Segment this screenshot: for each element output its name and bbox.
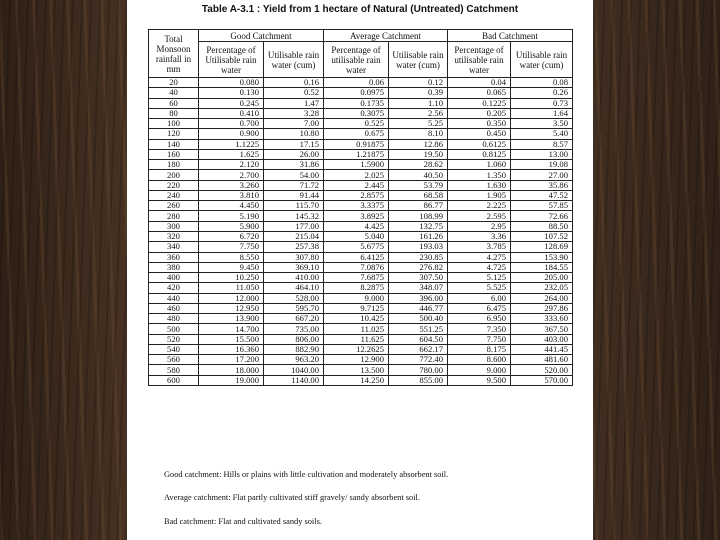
cell-good-percentage: 16.360 <box>199 344 264 354</box>
cell-average-percentage: 13.500 <box>324 365 389 375</box>
cell-average-percentage: 5.040 <box>324 231 389 241</box>
cell-bad-percentage: 2.595 <box>448 211 511 221</box>
cell-good-utilisable: 882.90 <box>264 344 324 354</box>
cell-bad-utilisable: 232.05 <box>511 283 573 293</box>
cell-bad-utilisable: 72.66 <box>511 211 573 221</box>
cell-average-utilisable: 1.10 <box>389 98 448 108</box>
cell-bad-percentage: 6.00 <box>448 293 511 303</box>
cell-average-utilisable: 772.40 <box>389 355 448 365</box>
cell-bad-utilisable: 403.00 <box>511 334 573 344</box>
note-average-catchment: Average catchment: Flat partly cultivated stiff gravely/ sandy absorbent soil. <box>164 493 420 502</box>
cell-good-utilisable: 528.00 <box>264 293 324 303</box>
table-row <box>149 252 573 262</box>
cell-good-percentage: 7.750 <box>199 242 264 252</box>
table-row <box>149 88 573 98</box>
cell-average-utilisable: 276.82 <box>389 262 448 272</box>
cell-average-percentage: 12.900 <box>324 355 389 365</box>
cell-good-utilisable: 667.20 <box>264 314 324 324</box>
header-bad-percentage: Percentage of utilisable rain water <box>448 42 511 78</box>
cell-rainfall: 320 <box>149 231 199 241</box>
cell-rainfall: 60 <box>149 98 199 108</box>
cell-good-percentage: 0.410 <box>199 108 264 118</box>
table-row <box>149 98 573 108</box>
cell-bad-percentage: 0.6125 <box>448 139 511 149</box>
cell-bad-utilisable: 35.86 <box>511 180 573 190</box>
table-row <box>149 303 573 313</box>
cell-average-utilisable: 348.07 <box>389 283 448 293</box>
cell-good-percentage: 0.245 <box>199 98 264 108</box>
cell-rainfall: 600 <box>149 375 199 385</box>
cell-average-percentage: 2.8575 <box>324 190 389 200</box>
cell-bad-utilisable: 27.00 <box>511 170 573 180</box>
table-title: Table A-3.1 : Yield from 1 hectare of Natural (Untreated) Catchment <box>201 4 519 15</box>
cell-rainfall: 340 <box>149 242 199 252</box>
cell-rainfall: 500 <box>149 324 199 334</box>
cell-bad-percentage: 0.065 <box>448 88 511 98</box>
cell-good-percentage: 3.260 <box>199 180 264 190</box>
cell-good-percentage: 5.190 <box>199 211 264 221</box>
cell-bad-utilisable: 367.50 <box>511 324 573 334</box>
cell-average-percentage: 7.6875 <box>324 273 389 283</box>
header-rainfall: Total Monsoon rainfall in mm <box>149 30 199 78</box>
header-average-utilisable: Utilisable rain water (cum) <box>389 42 448 78</box>
table-row <box>149 314 573 324</box>
cell-bad-percentage: 5.125 <box>448 273 511 283</box>
cell-bad-percentage: 7.350 <box>448 324 511 334</box>
cell-good-utilisable: 0.16 <box>264 78 324 88</box>
table-row <box>149 108 573 118</box>
cell-good-percentage: 3.810 <box>199 190 264 200</box>
cell-good-utilisable: 10.80 <box>264 129 324 139</box>
cell-bad-percentage: 1.060 <box>448 160 511 170</box>
cell-average-percentage: 10.425 <box>324 314 389 324</box>
cell-average-percentage: 3.8925 <box>324 211 389 221</box>
header-good-percentage: Percentage of Utilisable rain water <box>199 42 264 78</box>
cell-average-utilisable: 662.17 <box>389 344 448 354</box>
cell-average-utilisable: 132.75 <box>389 221 448 231</box>
cell-good-percentage: 0.080 <box>199 78 264 88</box>
cell-average-percentage: 0.3075 <box>324 108 389 118</box>
cell-good-percentage: 8.550 <box>199 252 264 262</box>
header-good-utilisable: Utilisable rain water (cum) <box>264 42 324 78</box>
table-row <box>149 242 573 252</box>
cell-rainfall: 240 <box>149 190 199 200</box>
cell-good-percentage: 6.720 <box>199 231 264 241</box>
cell-rainfall: 580 <box>149 365 199 375</box>
cell-rainfall: 100 <box>149 119 199 129</box>
cell-rainfall: 300 <box>149 221 199 231</box>
cell-good-utilisable: 115.70 <box>264 201 324 211</box>
table-row <box>149 78 573 88</box>
cell-good-percentage: 2.700 <box>199 170 264 180</box>
cell-bad-percentage: 8.600 <box>448 355 511 365</box>
cell-good-percentage: 0.900 <box>199 129 264 139</box>
cell-rainfall: 200 <box>149 170 199 180</box>
cell-bad-percentage: 3.36 <box>448 231 511 241</box>
cell-good-utilisable: 215.04 <box>264 231 324 241</box>
cell-average-percentage: 4.425 <box>324 221 389 231</box>
cell-bad-percentage: 0.8125 <box>448 149 511 159</box>
cell-bad-utilisable: 0.73 <box>511 98 573 108</box>
table-row <box>149 344 573 354</box>
cell-average-percentage: 0.675 <box>324 129 389 139</box>
cell-bad-percentage: 0.04 <box>448 78 511 88</box>
table-row <box>149 201 573 211</box>
cell-bad-percentage: 4.725 <box>448 262 511 272</box>
table-row <box>149 365 573 375</box>
cell-average-utilisable: 307.50 <box>389 273 448 283</box>
cell-average-percentage: 1.21875 <box>324 149 389 159</box>
cell-average-percentage: 0.1735 <box>324 98 389 108</box>
cell-average-percentage: 14.250 <box>324 375 389 385</box>
cell-rainfall: 260 <box>149 201 199 211</box>
cell-good-percentage: 0.130 <box>199 88 264 98</box>
cell-rainfall: 20 <box>149 78 199 88</box>
cell-average-utilisable: 68.58 <box>389 190 448 200</box>
table-row <box>149 375 573 385</box>
cell-average-utilisable: 230.85 <box>389 252 448 262</box>
cell-average-percentage: 0.91875 <box>324 139 389 149</box>
cell-good-utilisable: 177.00 <box>264 221 324 231</box>
cell-average-utilisable: 0.39 <box>389 88 448 98</box>
cell-average-percentage: 7.0876 <box>324 262 389 272</box>
cell-average-utilisable: 396.00 <box>389 293 448 303</box>
header-bad-utilisable: Utilisable rain water (cum) <box>511 42 573 78</box>
cell-average-utilisable: 855.00 <box>389 375 448 385</box>
cell-average-percentage: 2.445 <box>324 180 389 190</box>
cell-bad-utilisable: 19.08 <box>511 160 573 170</box>
cell-average-percentage: 0.06 <box>324 78 389 88</box>
cell-rainfall: 380 <box>149 262 199 272</box>
cell-good-utilisable: 71.72 <box>264 180 324 190</box>
cell-good-percentage: 0.700 <box>199 119 264 129</box>
cell-bad-percentage: 0.450 <box>448 129 511 139</box>
cell-average-utilisable: 500.40 <box>389 314 448 324</box>
table-row <box>149 170 573 180</box>
cell-average-utilisable: 19.50 <box>389 149 448 159</box>
cell-bad-utilisable: 184.55 <box>511 262 573 272</box>
cell-good-percentage: 10.250 <box>199 273 264 283</box>
cell-bad-utilisable: 107.52 <box>511 231 573 241</box>
cell-rainfall: 560 <box>149 355 199 365</box>
cell-bad-percentage: 9.500 <box>448 375 511 385</box>
table-row <box>149 293 573 303</box>
cell-bad-percentage: 6.950 <box>448 314 511 324</box>
cell-average-utilisable: 0.12 <box>389 78 448 88</box>
cell-good-percentage: 4.450 <box>199 201 264 211</box>
table-row <box>149 190 573 200</box>
cell-good-percentage: 13.900 <box>199 314 264 324</box>
cell-bad-utilisable: 13.00 <box>511 149 573 159</box>
cell-rainfall: 40 <box>149 88 199 98</box>
cell-good-utilisable: 26.00 <box>264 149 324 159</box>
cell-average-utilisable: 446.77 <box>389 303 448 313</box>
cell-good-utilisable: 595.70 <box>264 303 324 313</box>
cell-bad-utilisable: 88.50 <box>511 221 573 231</box>
cell-rainfall: 420 <box>149 283 199 293</box>
cell-good-utilisable: 257.38 <box>264 242 324 252</box>
cell-rainfall: 80 <box>149 108 199 118</box>
cell-bad-utilisable: 333.60 <box>511 314 573 324</box>
cell-average-percentage: 11.025 <box>324 324 389 334</box>
cell-good-percentage: 9.450 <box>199 262 264 272</box>
table-row <box>149 324 573 334</box>
cell-good-percentage: 1.625 <box>199 149 264 159</box>
cell-average-utilisable: 12.86 <box>389 139 448 149</box>
cell-good-utilisable: 307.80 <box>264 252 324 262</box>
cell-average-percentage: 11.625 <box>324 334 389 344</box>
cell-bad-percentage: 4.275 <box>448 252 511 262</box>
cell-bad-utilisable: 128.69 <box>511 242 573 252</box>
cell-bad-utilisable: 205.00 <box>511 273 573 283</box>
document-page <box>127 0 593 540</box>
cell-bad-utilisable: 47.52 <box>511 190 573 200</box>
cell-average-utilisable: 53.79 <box>389 180 448 190</box>
cell-rainfall: 280 <box>149 211 199 221</box>
cell-bad-utilisable: 570.00 <box>511 375 573 385</box>
cell-good-utilisable: 369.10 <box>264 262 324 272</box>
cell-average-utilisable: 8.10 <box>389 129 448 139</box>
cell-rainfall: 480 <box>149 314 199 324</box>
cell-good-percentage: 1.1225 <box>199 139 264 149</box>
cell-average-utilisable: 2.56 <box>389 108 448 118</box>
cell-bad-utilisable: 3.50 <box>511 119 573 129</box>
table-body <box>149 78 573 386</box>
cell-rainfall: 360 <box>149 252 199 262</box>
cell-average-percentage: 2.025 <box>324 170 389 180</box>
cell-average-utilisable: 40.50 <box>389 170 448 180</box>
cell-bad-utilisable: 0.26 <box>511 88 573 98</box>
table-row <box>149 355 573 365</box>
cell-good-percentage: 12.000 <box>199 293 264 303</box>
table-row <box>149 334 573 344</box>
cell-rainfall: 540 <box>149 344 199 354</box>
cell-average-utilisable: 5.25 <box>389 119 448 129</box>
table-row <box>149 129 573 139</box>
cell-average-percentage: 9.7125 <box>324 303 389 313</box>
table-row <box>149 262 573 272</box>
cell-good-utilisable: 1.47 <box>264 98 324 108</box>
cell-average-utilisable: 86.77 <box>389 201 448 211</box>
cell-good-utilisable: 1140.00 <box>264 375 324 385</box>
cell-bad-percentage: 6.475 <box>448 303 511 313</box>
cell-bad-percentage: 3.785 <box>448 242 511 252</box>
cell-good-percentage: 11.050 <box>199 283 264 293</box>
cell-average-utilisable: 161.26 <box>389 231 448 241</box>
cell-rainfall: 140 <box>149 139 199 149</box>
cell-good-utilisable: 464.10 <box>264 283 324 293</box>
header-good-catchment: Good Catchment <box>199 30 324 42</box>
cell-average-utilisable: 604.50 <box>389 334 448 344</box>
cell-good-percentage: 14.700 <box>199 324 264 334</box>
cell-bad-percentage: 7.750 <box>448 334 511 344</box>
table-row <box>149 119 573 129</box>
note-good-catchment: Good catchment: Hills or plains with little cultivation and moderately absorbent soil. <box>164 470 449 479</box>
cell-bad-utilisable: 264.00 <box>511 293 573 303</box>
cell-bad-percentage: 1.905 <box>448 190 511 200</box>
table-row <box>149 149 573 159</box>
cell-good-percentage: 5.900 <box>199 221 264 231</box>
cell-average-percentage: 0.525 <box>324 119 389 129</box>
note-bad-catchment: Bad catchment: Flat and cultivated sandy soils. <box>164 517 322 526</box>
table-row <box>149 283 573 293</box>
table-row <box>149 139 573 149</box>
cell-good-percentage: 17.200 <box>199 355 264 365</box>
table-row <box>149 160 573 170</box>
cell-bad-percentage: 0.350 <box>448 119 511 129</box>
table-row <box>149 211 573 221</box>
cell-average-percentage: 0.0975 <box>324 88 389 98</box>
cell-average-percentage: 12.2625 <box>324 344 389 354</box>
cell-good-percentage: 19.000 <box>199 375 264 385</box>
cell-good-utilisable: 54.00 <box>264 170 324 180</box>
cell-good-utilisable: 410.00 <box>264 273 324 283</box>
cell-rainfall: 400 <box>149 273 199 283</box>
cell-average-percentage: 6.4125 <box>324 252 389 262</box>
cell-bad-percentage: 2.95 <box>448 221 511 231</box>
cell-good-percentage: 15.500 <box>199 334 264 344</box>
cell-good-utilisable: 806.00 <box>264 334 324 344</box>
cell-good-percentage: 18.000 <box>199 365 264 375</box>
cell-good-percentage: 12.950 <box>199 303 264 313</box>
cell-average-utilisable: 193.03 <box>389 242 448 252</box>
cell-average-percentage: 9.000 <box>324 293 389 303</box>
cell-bad-utilisable: 441.45 <box>511 344 573 354</box>
cell-bad-utilisable: 0.08 <box>511 78 573 88</box>
cell-average-percentage: 8.2875 <box>324 283 389 293</box>
cell-bad-percentage: 1.630 <box>448 180 511 190</box>
header-average-catchment: Average Catchment <box>324 30 448 42</box>
cell-bad-percentage: 0.1225 <box>448 98 511 108</box>
cell-rainfall: 460 <box>149 303 199 313</box>
cell-bad-utilisable: 8.57 <box>511 139 573 149</box>
cell-good-utilisable: 1040.00 <box>264 365 324 375</box>
yield-table <box>148 29 573 386</box>
cell-average-utilisable: 108.99 <box>389 211 448 221</box>
cell-rainfall: 180 <box>149 160 199 170</box>
cell-bad-utilisable: 297.86 <box>511 303 573 313</box>
cell-rainfall: 440 <box>149 293 199 303</box>
cell-good-utilisable: 31.86 <box>264 160 324 170</box>
cell-rainfall: 160 <box>149 149 199 159</box>
cell-bad-percentage: 0.205 <box>448 108 511 118</box>
cell-good-utilisable: 3.28 <box>264 108 324 118</box>
cell-bad-percentage: 5.525 <box>448 283 511 293</box>
cell-average-percentage: 5.6775 <box>324 242 389 252</box>
cell-good-utilisable: 17.15 <box>264 139 324 149</box>
cell-average-utilisable: 780.00 <box>389 365 448 375</box>
table-row <box>149 180 573 190</box>
cell-good-utilisable: 0.52 <box>264 88 324 98</box>
cell-bad-utilisable: 481.60 <box>511 355 573 365</box>
header-bad-catchment: Bad Catchment <box>448 30 573 42</box>
cell-good-utilisable: 7.00 <box>264 119 324 129</box>
cell-bad-utilisable: 153.90 <box>511 252 573 262</box>
cell-good-utilisable: 145.32 <box>264 211 324 221</box>
table-row <box>149 231 573 241</box>
cell-bad-percentage: 1.350 <box>448 170 511 180</box>
cell-rainfall: 220 <box>149 180 199 190</box>
cell-bad-utilisable: 5.40 <box>511 129 573 139</box>
cell-average-percentage: 3.3375 <box>324 201 389 211</box>
cell-good-utilisable: 963.20 <box>264 355 324 365</box>
cell-good-utilisable: 91.44 <box>264 190 324 200</box>
table-row <box>149 221 573 231</box>
cell-average-utilisable: 551.25 <box>389 324 448 334</box>
cell-average-percentage: 1.5900 <box>324 160 389 170</box>
table-row <box>149 273 573 283</box>
cell-rainfall: 520 <box>149 334 199 344</box>
cell-good-utilisable: 735.00 <box>264 324 324 334</box>
header-average-percentage: Percentage of utilisable rain water <box>324 42 389 78</box>
cell-bad-utilisable: 57.85 <box>511 201 573 211</box>
cell-bad-utilisable: 1.64 <box>511 108 573 118</box>
cell-bad-percentage: 9.000 <box>448 365 511 375</box>
cell-average-utilisable: 28.62 <box>389 160 448 170</box>
cell-bad-percentage: 8.175 <box>448 344 511 354</box>
cell-good-percentage: 2.120 <box>199 160 264 170</box>
cell-bad-utilisable: 520.00 <box>511 365 573 375</box>
cell-rainfall: 120 <box>149 129 199 139</box>
cell-bad-percentage: 2.225 <box>448 201 511 211</box>
